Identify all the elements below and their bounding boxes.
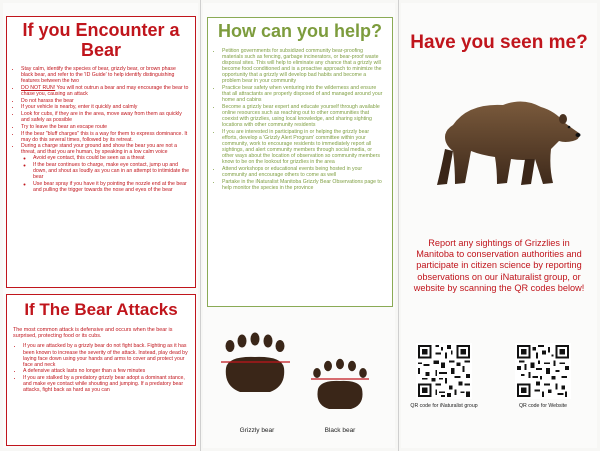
report-sightings-text: Report any sightings of Grizzlies in Manitoba to conservation authorities and participate in citizen science by reporting observations on our iNaturalist group, or website by scanning the QR codes below! xyxy=(413,238,585,293)
have-you-seen-me-title: Have you seen me? xyxy=(410,32,588,53)
charge-text: During a charge stand your ground and show the bear you are not a threat, and that you are human, by speaking in a low calm voice xyxy=(21,143,178,156)
list-item: • If you are interested in participating in or helping the grizzly bear efforts, develop a 'Grizzly Alert Program' committee within your community, work to encourage residents to immediately report all sightings, and alert community members through social media, or other ways about the location of observation so community members know to be on the lookout for grizzlies in the area xyxy=(222,129,384,166)
website-qr-caption: QR code for Website xyxy=(518,403,568,409)
list-item xyxy=(21,143,189,193)
list-item: • Stay calm, identify the species of bear, grizzly bear, or brown phase black bear, and refer to the 'ID Guide' to help identify distinguishing features between the two xyxy=(21,66,189,84)
list-item: • If the bear "bluff charges" this is a way for them to express dominance. It may do this several times, followed by its retreat. xyxy=(21,131,189,143)
grizzly-paw-print-icon xyxy=(218,328,293,413)
list-item xyxy=(21,85,189,97)
grizzly-bear-image xyxy=(423,85,583,190)
list-item: • Petition governments for subsidized community bear-proofing materials such as fencing, garbage incinerators, or bear-proof waste disposal sites. This will help to eliminate any chance that a grizzly will become food conditioned and is a proactive approach to minimize the opportunity that a grizzly will develop bad habits and become a problem bear in your community xyxy=(222,48,384,85)
attacks-intro: The most common attack is defensive and occurs when the bear is surprised, protecting food or its cubs. xyxy=(13,327,173,340)
black-bear-paw-print-icon xyxy=(309,353,371,418)
sub-list-item: ◦ If the bear continues to charge, make eye contact, jump up and down, and shout as loudly as you can in an attempt to intimidate the bear xyxy=(33,162,189,180)
charge-sublist xyxy=(21,155,189,193)
list-item: • A defensive attack lasts no longer than a few minutes xyxy=(23,368,189,374)
sub-list-item: ◦ Use bear spray if you have it by pointing the nozzle end at the bear and pulling the trigger towards the nose and eyes of the bear xyxy=(33,181,189,193)
list-item: • Try to leave the bear an escape route xyxy=(21,124,189,130)
list-item: • If your vehicle is nearby, enter it quickly and calmly xyxy=(21,104,189,110)
list-item: • Attend workshops or educational events being hosted in your community and encourage others to come as well xyxy=(222,166,384,178)
panel-fold-2 xyxy=(398,0,399,451)
help-title: How can you help? xyxy=(217,21,382,41)
encounter-title: If you Encounter a Bear xyxy=(22,20,180,60)
panel-fold-1 xyxy=(200,0,201,451)
list-item: • Partake in the iNaturalist Manitoba Grizzly Bear Observations page to help monitor the species in the province xyxy=(222,179,384,191)
list-item: • Become a grizzly bear expert and educate yourself through available online resources such as reaching out to other communities that coexist with grizzlies, using local knowledge, and sharing sighting locations with other community residents xyxy=(222,104,384,128)
list-item: • Practice bear safety when venturing into the wilderness and ensure that all attractants are properly disposed of and managed around your home and cabins xyxy=(222,85,384,103)
help-box xyxy=(207,17,393,307)
inaturalist-qr-caption: QR code for iNaturalist group xyxy=(410,403,478,409)
encounter-box xyxy=(6,16,196,288)
attacks-box xyxy=(6,294,196,446)
list-item: • If you are attacked by a grizzly bear do not fight back. Fighting as it has been known to increase the severity of the attack. Instead, play dead by laying face down using your hands and arms to cover and protect your face and neck xyxy=(23,343,189,367)
left-panel xyxy=(3,3,198,448)
help-list xyxy=(208,48,392,191)
middle-panel xyxy=(203,3,395,448)
sub-list-item: ◦ Avoid eye contact, this could be seen as a threat xyxy=(33,155,189,161)
right-panel xyxy=(401,3,597,448)
encounter-list xyxy=(7,66,195,193)
list-item: • Do not harass the bear xyxy=(21,98,189,104)
grizzly-paw-caption: Grizzly bear xyxy=(239,427,275,434)
black-bear-paw-caption: Black bear xyxy=(324,427,356,434)
list-item: • If you are stalked by a predatory grizzly bear adopt a dominant stance, and make eye contact while shouting and jumping. If a predatory bear attacks, fight back as hard as you can xyxy=(23,375,189,393)
website-qr-code[interactable] xyxy=(515,343,571,399)
inaturalist-qr-code[interactable] xyxy=(416,343,472,399)
attacks-title: If The Bear Attacks xyxy=(24,300,178,319)
attacks-list xyxy=(7,343,195,393)
list-item: • Look for cubs, if they are in the area, move away from them as quickly and safely as possible xyxy=(21,111,189,123)
do-not-run-emphasis: DO NOT RUN! xyxy=(21,84,56,91)
do-not-run-text: You will not outrun a bear and may encourage the bear to chase you, causing an attack xyxy=(21,84,189,97)
